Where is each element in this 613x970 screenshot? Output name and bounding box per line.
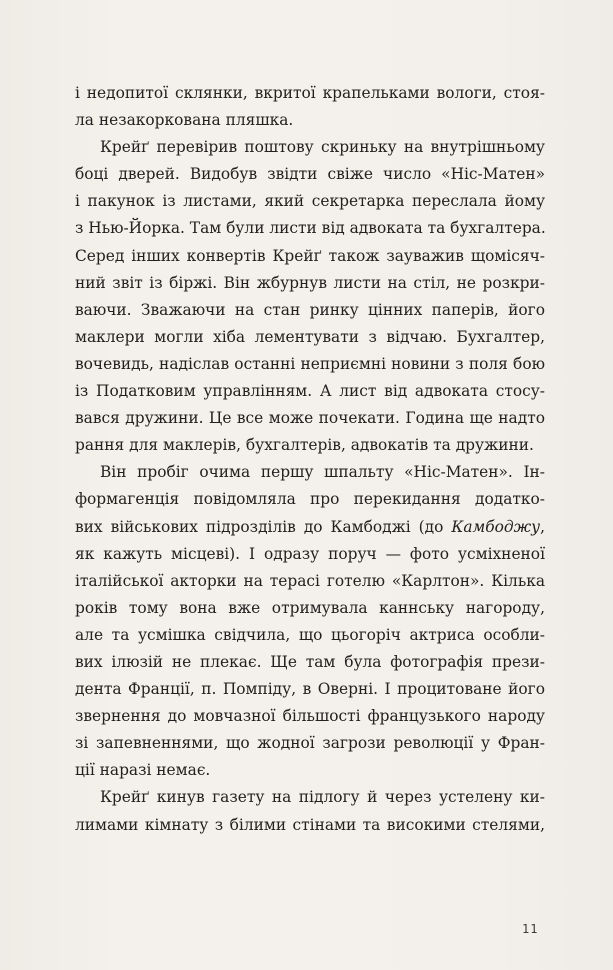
text-line: боці дверей. Видобув звідти свіже число «Ніс-Матен»: [75, 165, 545, 184]
page-number: 11: [522, 922, 539, 936]
text-line: з Нью-Йорка. Там були листи від адвоката та бухгалтера.: [75, 219, 546, 238]
text-line: вався дружини. Це все може почекати. Година ще надто: [75, 409, 545, 428]
paragraph: [75, 80, 545, 134]
text-line: Серед інших конвертів Крейґ також зауважив щомісяч-: [75, 246, 545, 265]
text-line: формагенція повідомляла про перекидання додатко-: [75, 490, 545, 509]
text-line: вочевидь, надіслав останні неприємні новини з поля бою: [75, 354, 545, 373]
text-line: ла незакоркована пляшка.: [75, 111, 294, 130]
body-text: [75, 80, 545, 839]
text-line: із Податковим управлінням. А лист від адвоката стосу-: [75, 382, 545, 401]
text-line: рання для маклерів, бухгалтерів, адвокатів та дружини.: [75, 436, 534, 455]
text-line: маклери могли хіба лементувати з відчаю. Бухгалтер,: [75, 327, 545, 346]
text-line: дента Франції, п. Помпіду, в Оверні. І процитоване його: [75, 680, 545, 699]
text-line: Він пробіг очима першу шпальту «Ніс-Матен». Ін-: [100, 463, 545, 482]
paragraph: [75, 459, 545, 784]
text-line: вих військових підрозділів до Камбоджі (до Камбоджу,: [75, 517, 545, 536]
text-line: Крейґ кинув газету на підлогу й через устелену ки-: [100, 788, 545, 807]
paragraph: [75, 784, 545, 838]
text-line: ції наразі немає.: [75, 761, 211, 780]
emphasis-text: Камбоджу: [451, 517, 541, 536]
text-line: ний звіт із біржі. Він жбурнув листи на стіл, не розкри-: [75, 273, 545, 292]
paragraph: [75, 134, 545, 459]
text-line: зі запевненнями, що жодної загрози революції у Фран-: [75, 734, 545, 753]
text-line: років тому вона вже отримувала каннську нагороду,: [75, 598, 545, 617]
text-line: вих ілюзій не плекає. Ще там була фотографія прези-: [75, 652, 545, 671]
text-line: звернення до мовчазної більшості французького народу: [75, 707, 545, 726]
text-line: Крейґ перевірив поштову скриньку на внутрішньому: [100, 138, 545, 157]
text-line: і недопитої склянки, вкритої крапельками вологи, стоя-: [75, 84, 545, 102]
text-line: лимами кімнату з білими стінами та високими стелями,: [75, 815, 545, 834]
text-line: але та усмішка свідчила, що цьогоріч актриса особли-: [75, 625, 545, 644]
text-line: ваючи. Зважаючи на стан ринку цінних паперів, його: [75, 300, 545, 319]
text-line: як кажуть місцеві). І одразу поруч — фото усміхненої: [75, 544, 545, 563]
text-line: і пакунок із листами, який секретарка переслала йому: [75, 192, 545, 211]
text-line: італійської акторки на терасі готелю «Карлтон». Кілька: [75, 571, 545, 590]
